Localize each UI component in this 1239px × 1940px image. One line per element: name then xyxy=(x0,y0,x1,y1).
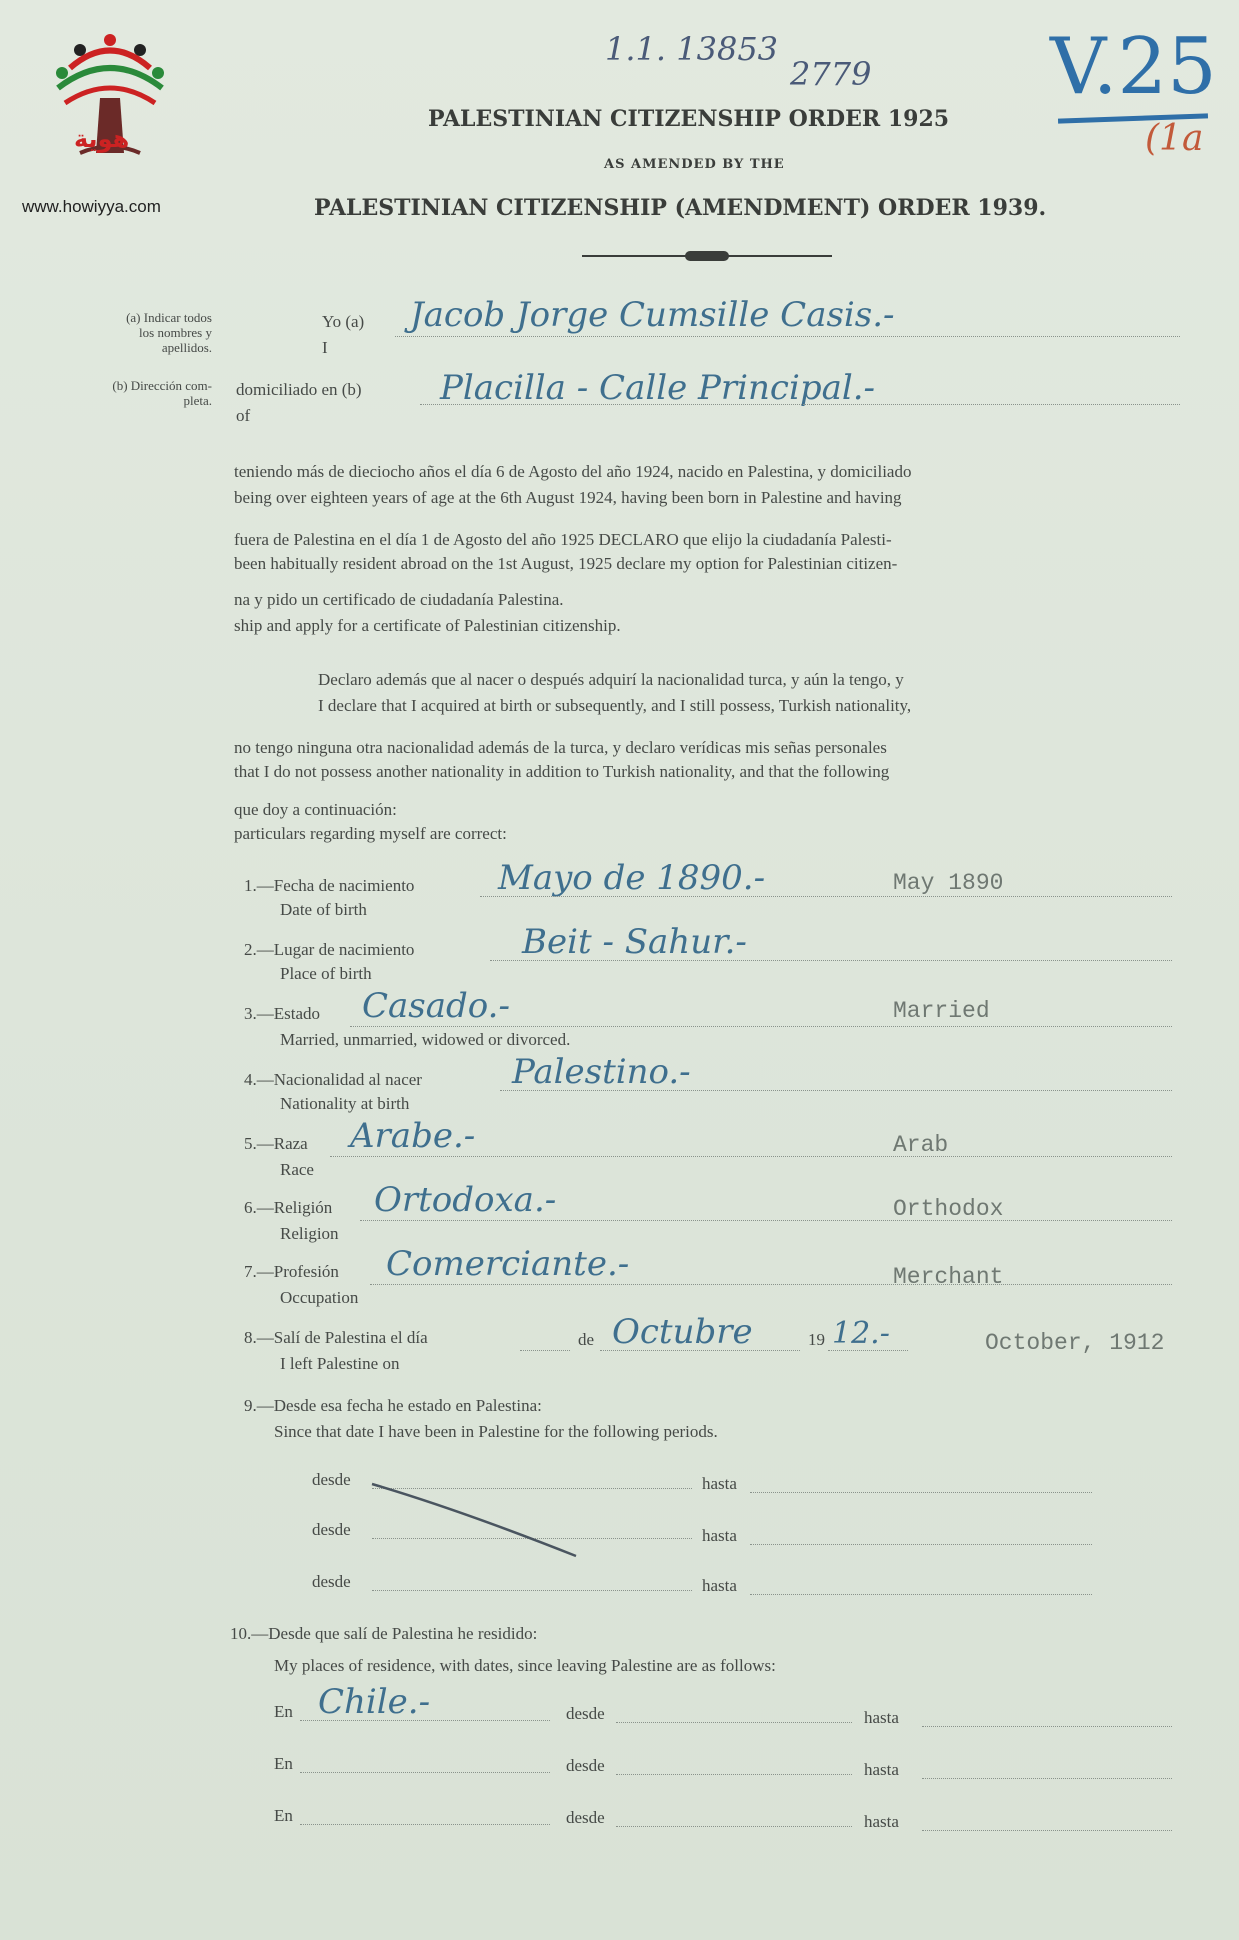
residence-2-place-line xyxy=(300,1772,550,1773)
domiciled-label: domiciliado en (b) xyxy=(236,380,362,399)
item-5-label-es: 5.—Raza xyxy=(244,1134,308,1153)
residence-3-to-label: hasta xyxy=(864,1812,899,1831)
reference-number-2: 2779 xyxy=(790,55,872,93)
item-7-typed: Merchant xyxy=(893,1264,1004,1290)
reference-number: 1.1. 13853 xyxy=(605,30,779,68)
note-b: (b) Dirección com- pleta. xyxy=(112,378,212,408)
residence-1-to-line xyxy=(922,1726,1172,1727)
p2-en-b: that I do not possess another nationality in addition to Turkish nationality, and that the following xyxy=(234,762,890,781)
logo-brand-text: هوية xyxy=(74,125,130,153)
residence-1-en-label: En xyxy=(274,1702,293,1721)
of-label: of xyxy=(236,406,251,425)
item-8-year-line xyxy=(828,1350,908,1351)
p2-en-a: I declare that I acquired at birth or subsequently, and I still possess, Turkish nationality, xyxy=(318,696,912,715)
item-6-label-en: Religion xyxy=(280,1224,339,1243)
p2-es-a: Declaro además que al nacer o después adquirí la nacionalidad turca, y aún la tengo, y xyxy=(318,670,904,689)
period-3-to-label: hasta xyxy=(702,1576,737,1595)
item-8-month-line xyxy=(600,1350,800,1351)
item-3-hand: Casado.- xyxy=(362,986,510,1026)
residence-2-to-line xyxy=(922,1778,1172,1779)
corner-sub-mark: (1a xyxy=(1145,118,1204,159)
period-3-from-line xyxy=(372,1590,692,1591)
p1-en-c: ship and apply for a certificate of Palestinian citizenship. xyxy=(234,616,621,635)
address-value: Placilla - Calle Principal.- xyxy=(440,368,876,408)
howiyya-logo xyxy=(40,28,180,188)
item-6-hand: Ortodoxa.- xyxy=(374,1180,557,1220)
note-a: (a) Indicar todos los nombres y apellidos. xyxy=(126,310,212,355)
p1-es-b: fuera de Palestina en el día 1 de Agosto del año 1925 DECLARO que elijo la ciudadanía Palesti- xyxy=(234,530,892,549)
period-2-to-line xyxy=(750,1544,1092,1545)
item-7-line xyxy=(370,1284,1172,1285)
item-6-label-es: 6.—Religión xyxy=(244,1198,333,1217)
p2-en-c: particulars regarding myself are correct: xyxy=(234,824,507,843)
residence-3-from-label: desde xyxy=(566,1808,605,1827)
p1-es-c: na y pido un certificado de ciudadanía Palestina. xyxy=(234,590,564,609)
item-7-label-es: 7.—Profesión xyxy=(244,1262,339,1281)
period-1-to-label: hasta xyxy=(702,1474,737,1493)
residence-1-from-line xyxy=(616,1722,852,1723)
yo-label: Yo (a) xyxy=(322,312,365,331)
p1-es-a: teniendo más de dieciocho años el día 6 de Agosto del año 1924, nacido en Palestina, y domiciliado xyxy=(234,462,912,481)
residence-3-place-line xyxy=(300,1824,550,1825)
residence-2-en-label: En xyxy=(274,1754,293,1773)
header-ornament-center xyxy=(685,251,729,261)
item-4-line xyxy=(500,1090,1172,1091)
item-7-label-en: Occupation xyxy=(280,1288,359,1307)
period-3-to-line xyxy=(750,1594,1092,1595)
residence-3-from-line xyxy=(616,1826,852,1827)
item-8-month-hand: Octubre xyxy=(612,1312,753,1352)
period-2-to-label: hasta xyxy=(702,1526,737,1545)
p1-en-a: being over eighteen years of age at the 6th August 1924, having been born in Palestine and having xyxy=(234,488,902,507)
p2-es-c: que doy a continuación: xyxy=(234,800,397,819)
item-2-label-es: 2.—Lugar de nacimiento xyxy=(244,940,415,959)
residence-1-place-line xyxy=(300,1720,550,1721)
period-1-to-line xyxy=(750,1492,1092,1493)
address-line xyxy=(420,404,1180,405)
logo-url: www.howiyya.com xyxy=(22,197,161,216)
corner-mark: V.25 xyxy=(1050,22,1217,112)
item-2-line xyxy=(490,960,1172,961)
residence-2-to-label: hasta xyxy=(864,1760,899,1779)
residence-1-from-label: desde xyxy=(566,1704,605,1723)
item-5-label-en: Race xyxy=(280,1160,314,1179)
name-value: Jacob Jorge Cumsille Casis.- xyxy=(410,295,895,335)
item-10-label-es: 10.—Desde que salí de Palestina he residido: xyxy=(230,1624,538,1643)
period-1-from-label: desde xyxy=(312,1470,351,1489)
item-10-label-en: My places of residence, with dates, since leaving Palestine are as follows: xyxy=(274,1656,776,1675)
name-line xyxy=(395,336,1180,337)
residence-2-from-line xyxy=(616,1774,852,1775)
residence-3-en-label: En xyxy=(274,1806,293,1825)
residence-2-from-label: desde xyxy=(566,1756,605,1775)
item-1-typed: May 1890 xyxy=(893,870,1004,896)
item-9-label-en: Since that date I have been in Palestine for the following periods. xyxy=(274,1422,718,1441)
item-4-hand: Palestino.- xyxy=(512,1052,691,1092)
period-3-from-label: desde xyxy=(312,1572,351,1591)
item-1-hand: Mayo de 1890.- xyxy=(498,858,766,898)
item-3-typed: Married xyxy=(893,998,990,1024)
item-8-label-en: I left Palestine on xyxy=(280,1354,400,1373)
item-6-typed: Orthodox xyxy=(893,1196,1004,1222)
amended-by: AS AMENDED BY THE xyxy=(604,157,785,172)
residence-1-to-label: hasta xyxy=(864,1708,899,1727)
i-label: I xyxy=(322,338,328,357)
item-1-line xyxy=(480,896,1172,897)
item-8-label-es: 8.—Salí de Palestina el día xyxy=(244,1328,428,1347)
cross-out-stroke xyxy=(370,1480,580,1560)
item-6-line xyxy=(360,1220,1172,1221)
period-2-from-label: desde xyxy=(312,1520,351,1539)
item-3-line xyxy=(350,1026,1172,1027)
item-8-day-line xyxy=(520,1350,570,1351)
item-3-label-en: Married, unmarried, widowed or divorced. xyxy=(280,1030,571,1049)
title-order-1939: PALESTINIAN CITIZENSHIP (AMENDMENT) ORDER 1939. xyxy=(314,195,1047,221)
p1-en-b: been habitually resident abroad on the 1st August, 1925 declare my option for Palestinian citizen- xyxy=(234,554,898,573)
item-4-label-es: 4.—Nacionalidad al nacer xyxy=(244,1070,422,1089)
title-order-1925: PALESTINIAN CITIZENSHIP ORDER 1925 xyxy=(428,106,950,132)
item-2-hand: Beit - Sahur.- xyxy=(522,922,747,962)
item-5-hand: Arabe.- xyxy=(350,1116,476,1156)
p2-es-b: no tengo ninguna otra nacionalidad además de la turca, y declaro verídicas mis señas personales xyxy=(234,738,887,757)
item-2-label-en: Place of birth xyxy=(280,964,372,983)
item-8-de-label: de xyxy=(578,1330,595,1349)
residence-1-place: Chile.- xyxy=(318,1682,431,1722)
item-5-typed: Arab xyxy=(893,1132,949,1158)
item-7-hand: Comerciante.- xyxy=(386,1244,630,1284)
item-3-label-es: 3.—Estado xyxy=(244,1004,321,1023)
residence-3-to-line xyxy=(922,1830,1172,1831)
item-4-label-en: Nationality at birth xyxy=(280,1094,410,1113)
item-5-line xyxy=(330,1156,1172,1157)
item-9-label-es: 9.—Desde esa fecha he estado en Palestina: xyxy=(244,1396,542,1415)
item-8-year-prefix: 19 xyxy=(808,1330,825,1349)
item-1-label-en: Date of birth xyxy=(280,900,367,919)
item-8-typed: October, 1912 xyxy=(985,1330,1165,1356)
item-8-year-hand: 12.- xyxy=(832,1316,890,1351)
item-1-label-es: 1.—Fecha de nacimiento xyxy=(244,876,415,895)
